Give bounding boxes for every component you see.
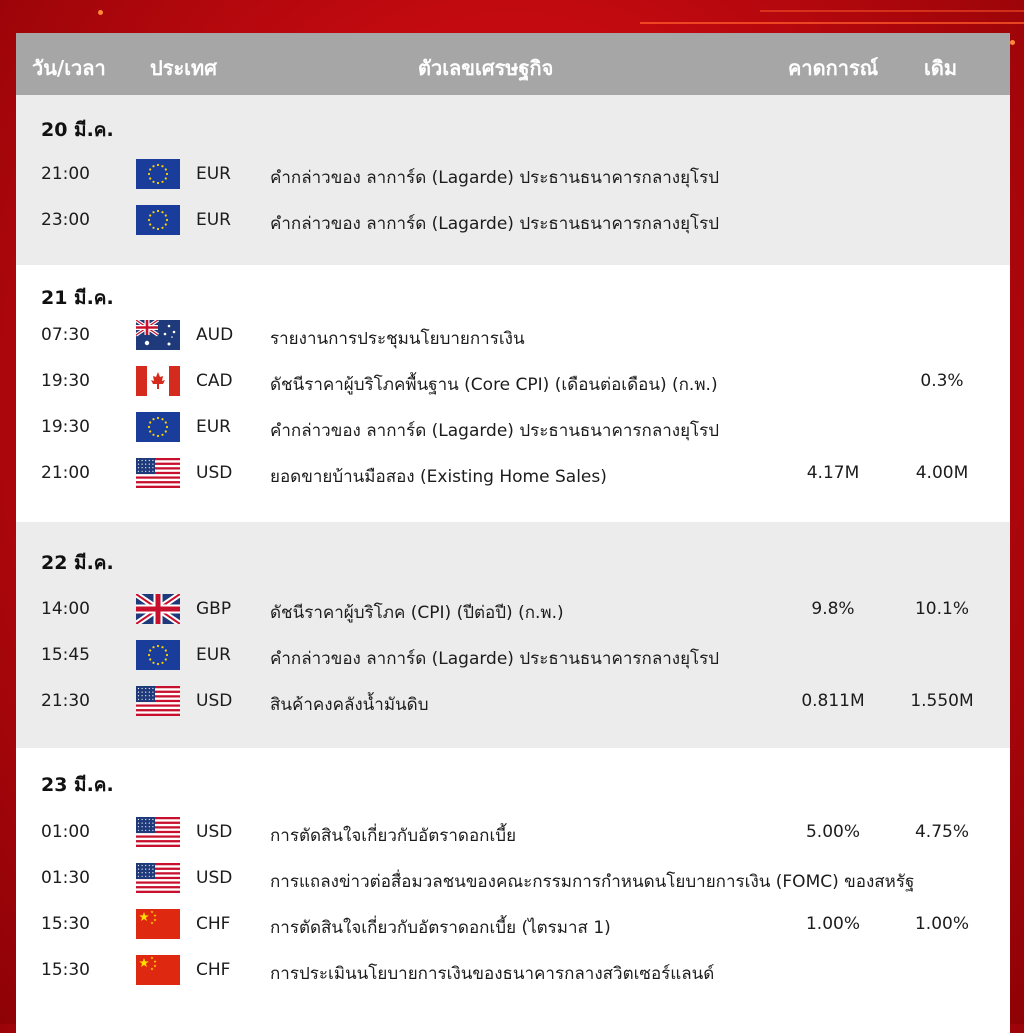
us-flag-icon [136, 863, 180, 893]
date-group [16, 748, 1010, 1033]
header-event: ตัวเลขเศรษฐกิจ [418, 56, 554, 80]
row-event: สินค้าคงคลังน้ำมันดิบ [270, 695, 429, 715]
background-dot [1010, 40, 1015, 45]
row-currency: CAD [196, 371, 233, 391]
row-forecast: 4.17M [806, 463, 860, 483]
date-group [16, 522, 1010, 748]
header-forecast: คาดการณ์ [788, 56, 879, 80]
eu-flag-icon [136, 205, 180, 235]
eu-flag-icon [136, 640, 180, 670]
row-time: 19:30 [41, 371, 90, 391]
group-date: 21 มี.ค. [41, 287, 114, 309]
row-forecast: 0.811M [801, 691, 865, 711]
ca-flag-icon [136, 366, 180, 396]
background-dot [98, 10, 103, 15]
row-previous: 1.550M [910, 691, 974, 711]
row-currency: USD [196, 691, 233, 711]
row-previous: 4.00M [915, 463, 969, 483]
row-currency: EUR [196, 210, 231, 230]
us-flag-icon [136, 817, 180, 847]
table-row [16, 638, 1010, 672]
row-event: ดัชนีราคาผู้บริโภคพื้นฐาน (Core CPI) (เดือนต่อเดือน) (ก.พ.) [270, 375, 718, 395]
au-flag-icon [136, 320, 180, 350]
row-time: 19:30 [41, 417, 90, 437]
cn-flag-icon [136, 955, 180, 985]
row-event: รายงานการประชุมนโยบายการเงิน [270, 329, 525, 349]
row-time: 21:30 [41, 691, 90, 711]
eu-flag-icon [136, 412, 180, 442]
row-time: 01:30 [41, 868, 90, 888]
table-row [16, 318, 1010, 352]
economic-calendar-table [16, 33, 1010, 1033]
row-event: การตัดสินใจเกี่ยวกับอัตราดอกเบี้ย (ไตรมาส 1) [270, 918, 611, 938]
table-row [16, 364, 1010, 398]
row-currency: CHF [196, 960, 231, 980]
table-header [16, 33, 1010, 95]
table-row [16, 815, 1010, 849]
row-currency: AUD [196, 325, 234, 345]
background-line [760, 10, 1024, 12]
row-event: การตัดสินใจเกี่ยวกับอัตราดอกเบี้ย [270, 826, 517, 846]
row-time: 15:30 [41, 960, 90, 980]
us-flag-icon [136, 686, 180, 716]
header-time: วัน/เวลา [32, 56, 106, 80]
row-event: คำกล่าวของ ลาการ์ด (Lagarde) ประธานธนาคารกลางยุโรป [270, 649, 720, 669]
row-event: คำกล่าวของ ลาการ์ด (Lagarde) ประธานธนาคารกลางยุโรป [270, 421, 720, 441]
table-row [16, 907, 1010, 941]
cn-flag-icon [136, 909, 180, 939]
group-date: 22 มี.ค. [41, 552, 114, 574]
table-row [16, 157, 1010, 191]
row-currency: USD [196, 463, 233, 483]
date-group [16, 95, 1010, 265]
background-line [640, 22, 1024, 24]
eu-flag-icon [136, 159, 180, 189]
header-country: ประเทศ [150, 56, 217, 80]
table-row [16, 592, 1010, 626]
row-currency: EUR [196, 164, 231, 184]
row-currency: EUR [196, 645, 231, 665]
table-row [16, 203, 1010, 237]
row-time: 15:30 [41, 914, 90, 934]
row-time: 23:00 [41, 210, 90, 230]
row-event: คำกล่าวของ ลาการ์ด (Lagarde) ประธานธนาคารกลางยุโรป [270, 214, 720, 234]
group-date: 23 มี.ค. [41, 774, 114, 796]
header-previous: เดิม [924, 56, 958, 80]
row-currency: CHF [196, 914, 231, 934]
table-row [16, 684, 1010, 718]
row-forecast: 5.00% [805, 822, 860, 842]
row-currency: USD [196, 822, 233, 842]
row-currency: EUR [196, 417, 231, 437]
gb-flag-icon [136, 594, 180, 624]
table-row [16, 456, 1010, 490]
table-body [16, 95, 1010, 1033]
row-event: การประเมินนโยบายการเงินของธนาคารกลางสวิตเซอร์แลนด์ [270, 964, 715, 984]
row-event: คำกล่าวของ ลาการ์ด (Lagarde) ประธานธนาคารกลางยุโรป [270, 168, 720, 188]
us-flag-icon [136, 458, 180, 488]
row-currency: USD [196, 868, 233, 888]
row-event: การแถลงข่าวต่อสื่อมวลชนของคณะกรรมการกำหนดนโยบายการเงิน (FOMC) ของสหรัฐ [270, 872, 915, 892]
row-previous: 4.75% [914, 822, 969, 842]
row-time: 15:45 [41, 645, 90, 665]
row-forecast: 9.8% [811, 599, 855, 619]
date-group [16, 265, 1010, 522]
row-currency: GBP [196, 599, 232, 619]
row-event: ดัชนีราคาผู้บริโภค (CPI) (ปีต่อปี) (ก.พ.) [270, 603, 564, 623]
row-time: 21:00 [41, 164, 90, 184]
row-previous: 0.3% [920, 371, 964, 391]
group-date: 20 มี.ค. [41, 119, 114, 141]
row-event: ยอดขายบ้านมือสอง (Existing Home Sales) [270, 467, 607, 487]
row-time: 01:00 [41, 822, 90, 842]
table-row [16, 410, 1010, 444]
table-row [16, 861, 1010, 895]
row-previous: 10.1% [914, 599, 969, 619]
row-forecast: 1.00% [805, 914, 860, 934]
row-time: 07:30 [41, 325, 90, 345]
row-previous: 1.00% [914, 914, 969, 934]
table-row [16, 953, 1010, 987]
row-time: 21:00 [41, 463, 90, 483]
row-time: 14:00 [41, 599, 90, 619]
